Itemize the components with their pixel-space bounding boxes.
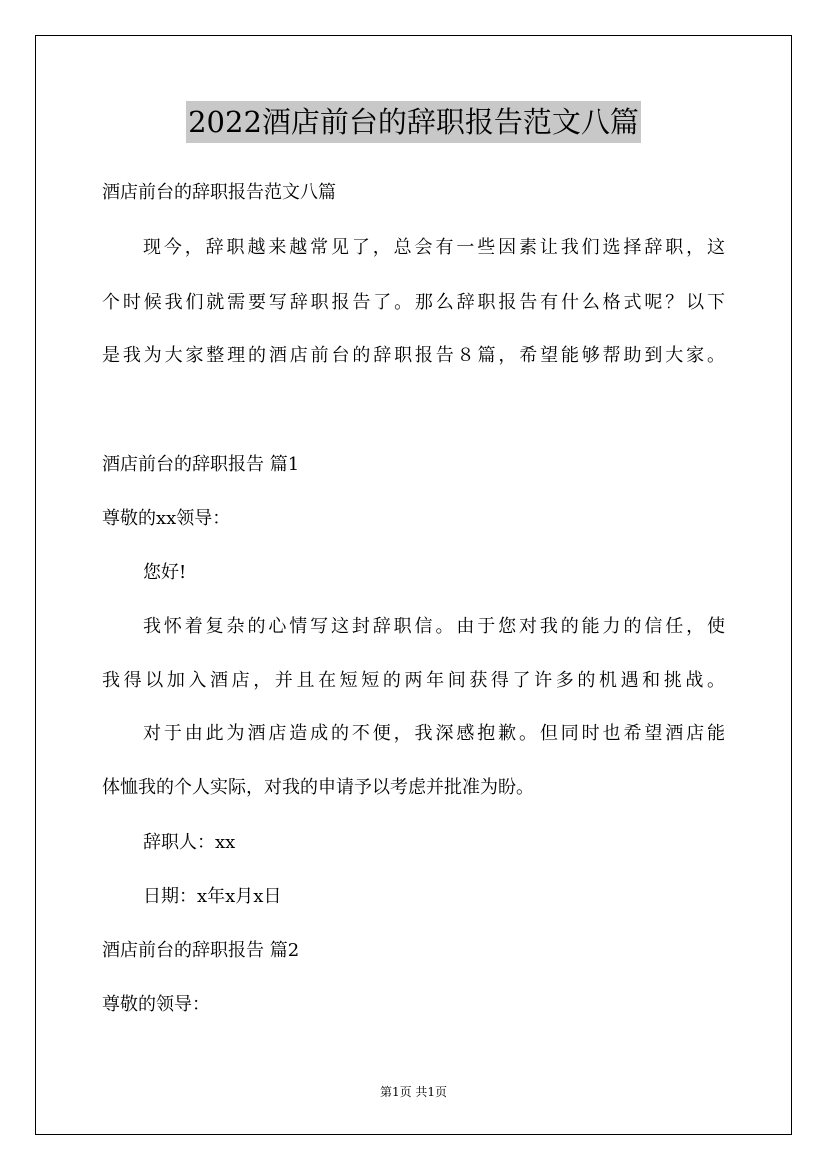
page-footer: 第1页 共1页	[379, 1085, 448, 1099]
paragraph-line: 现今，辞职越来越常见了，总会有一些因素让我们选择辞职，这	[143, 237, 725, 258]
paragraph-line: 个时候我们就需要写辞职报告了。那么辞职报告有什么格式呢？以下	[102, 292, 725, 313]
greeting: 您好!	[143, 562, 187, 583]
paragraph-line: 我怀着复杂的心情写这封辞职信。由于您对我的能力的信任，使	[143, 616, 725, 637]
paragraph-line: 对于由此为酒店造成的不便，我深感抱歉。但同时也希望酒店能	[143, 723, 725, 744]
subtitle: 酒店前台的辞职报告范文八篇	[102, 182, 336, 203]
document-title: 2022酒店前台的辞职报告范文八篇	[186, 101, 641, 143]
salutation: 尊敬的领导：	[102, 994, 210, 1015]
salutation: 尊敬的xx领导：	[102, 508, 231, 529]
section-heading: 酒店前台的辞职报告 篇1	[102, 454, 300, 475]
signature-line: 辞职人：xx	[143, 832, 236, 853]
paragraph-line: 我得以加入酒店，并且在短短的两年间获得了许多的机遇和挑战。	[102, 670, 725, 691]
paragraph-line: 体恤我的个人实际，对我的申请予以考虑并批准为盼。	[102, 777, 534, 798]
title-container	[0, 101, 827, 143]
date-line: 日期：x年x月x日	[143, 886, 282, 907]
section-heading: 酒店前台的辞职报告 篇2	[102, 940, 300, 961]
paragraph-line: 是我为大家整理的酒店前台的辞职报告８篇，希望能够帮助到大家。	[102, 345, 725, 366]
